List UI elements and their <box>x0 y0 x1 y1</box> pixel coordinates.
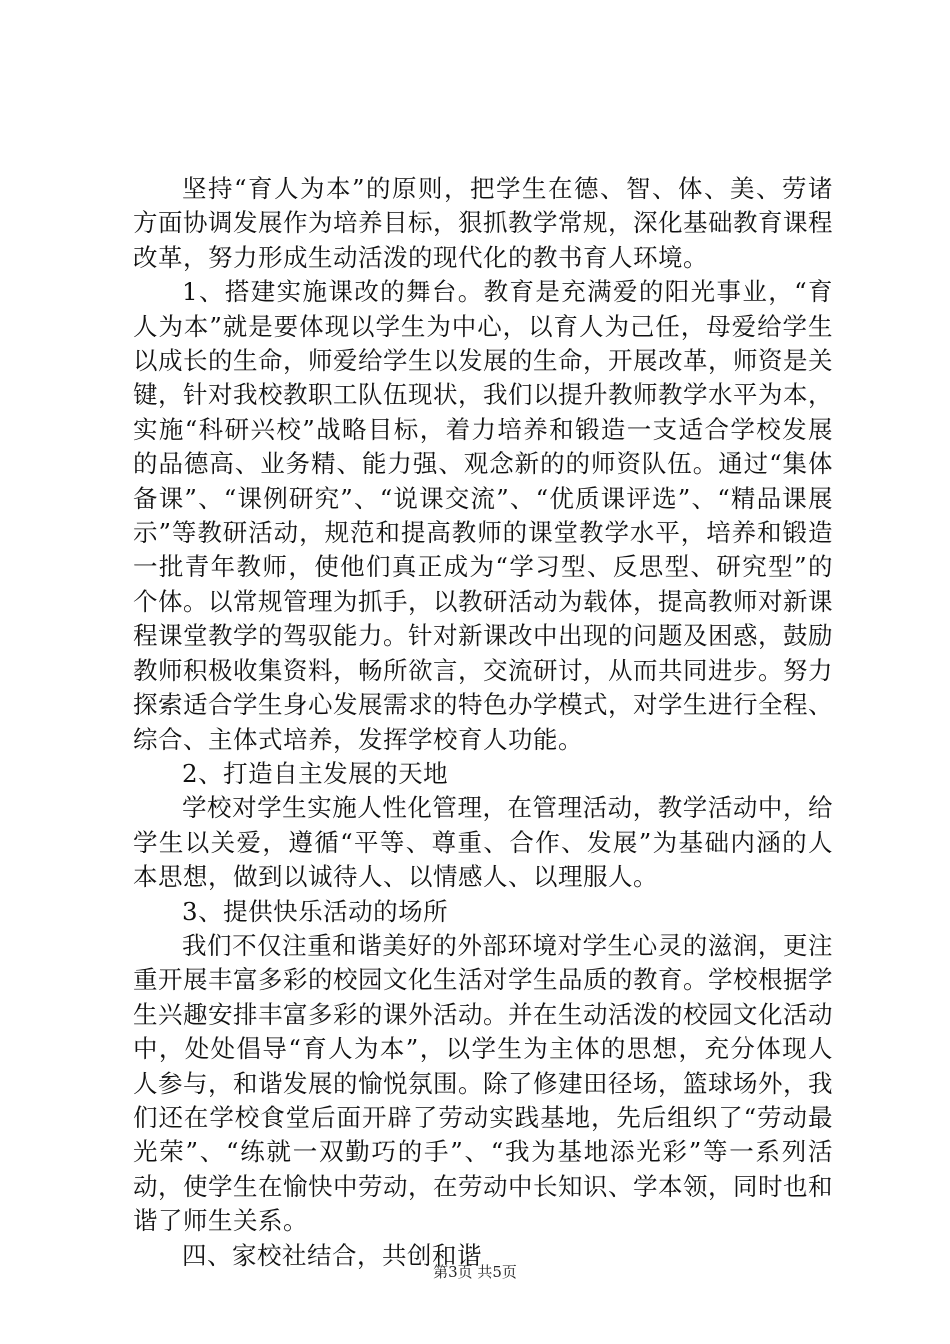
document-body <box>133 172 833 1273</box>
paragraph-section-2: 学校对学生实施人性化管理，在管理活动，教学活动中，给学生以关爱，遵循“平等、尊重、合作、发展”为基础内涵的人本思想，做到以诚待人、以情感人、以理服人。 <box>133 793 833 892</box>
paragraph-section-1: 1、搭建实施课改的舞台。教育是充满爱的阳光事业，“育人为本”就是要体现以学生为中心，以育人为己任，母爱给学生以成长的生命，师爱给学生以发展的生命，开展改革，师资是关键，针对我校教职工队伍现状，我们以提升教师教学水平为本，实施“科研兴校”战略目标，着力培养和锻造一支适合学校发展的品德高、业务精、能力强、观念新的的师资队伍。通过“集体备课”、“课例研究”、“说课交流”、“优质课评选”、“精品课展示”等教研活动，规范和提高教师的课堂教学水平，培养和锻造一批青年教师，使他们真正成为“学习型、反思型、研究型”的个体。以常规管理为抓手，以教研活动为载体，提高教师对新课程课堂教学的驾驭能力。针对新课改中出现的问题及困惑，鼓励教师积极收集资料，畅所欲言，交流研讨，从而共同进步。努力探索适合学生身心发展需求的特色办学模式，对学生进行全程、综合、主体式培养，发挥学校育人功能。 <box>133 277 833 754</box>
paragraph-section-2-heading: 2、打造自主发展的天地 <box>182 758 449 788</box>
paragraph-section-4-heading: 四、家校社结合，共创和谐 <box>182 1240 482 1270</box>
paragraph-section-3-heading: 3、提供快乐活动的场所 <box>182 896 449 926</box>
page-footer: 第3页 共5页 <box>433 1263 517 1281</box>
paragraph-section-3: 我们不仅注重和谐美好的外部环境对学生心灵的滋润，更注重开展丰富多彩的校园文化生活对学生品质的教育。学校根据学生兴趣安排丰富多彩的课外活动。并在生动活泼的校园文化活动中，处处倡导“育人为本”，以学生为主体的思想，充分体现人人参与，和谐发展的愉悦氛围。除了修建田径场，篮球场外，我们还在学校食堂后面开辟了劳动实践基地，先后组织了“劳动最光荣”、“练就一双勤巧的手”、“我为基地添光彩”等一系列活动，使学生在愉快中劳动，在劳动中长知识、学本领，同时也和谐了师生关系。 <box>133 930 833 1236</box>
paragraph-intro: 坚持“育人为本”的原则，把学生在德、智、体、美、劳诸方面协调发展作为培养目标，狠抓教学常规，深化基础教育课程改革，努力形成生动活泼的现代化的教书育人环境。 <box>133 174 833 272</box>
